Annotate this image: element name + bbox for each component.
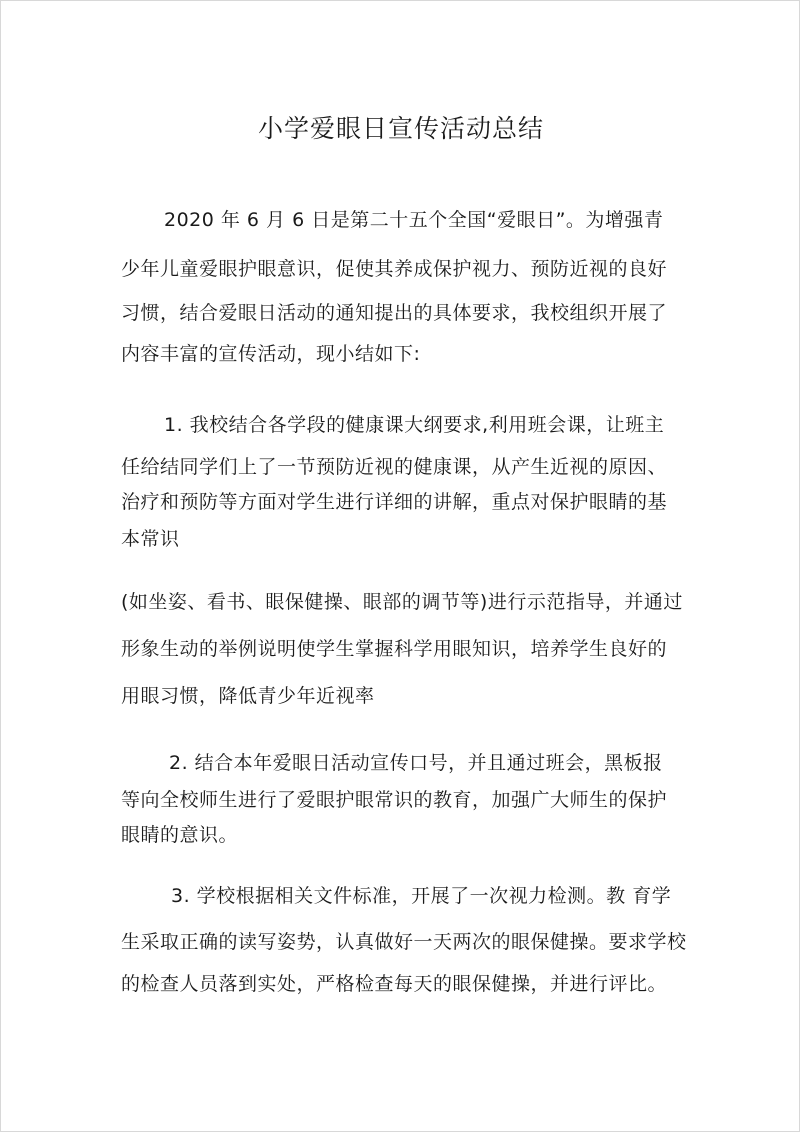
item3-line-3: 的检查人员落到实处，严格检查每天的眼保健操，并进行评比。 <box>121 973 668 995</box>
item1-line-4: 本常识 <box>121 528 180 550</box>
item1-line-2: 任给结同学们上了一节预防近视的健康课，从产生近视的原因、 <box>121 456 668 478</box>
intro-line-2: 少年儿童爱眼护眼意识，促使其养成保护视力、预防近视的良好 <box>121 258 668 280</box>
item3-line-2: 生采取正确的读写姿势，认真做好一天两次的眼保健操。要求学校 <box>121 931 687 953</box>
intro-line-1: 2020 年 6 月 6 日是第二十五个全国“爱眼日”。为增强青 <box>164 209 664 231</box>
item1-cont-line-1: (如坐姿、看书、眼保健操、眼部的调节等)进行示范指导，并通过 <box>121 591 683 613</box>
item1-line-1: 1. 我校结合各学段的健康课大纲要求,利用班会课，让班主 <box>164 414 665 436</box>
item2-line-2: 等向全校师生进行了爱眼护眼常识的教育，加强广大师生的保护 <box>121 789 668 811</box>
intro-line-4: 内容丰富的宣传活动，现小结如下: <box>121 343 421 365</box>
item1-cont-line-2: 形象生动的举例说明使学生掌握科学用眼知识，培养学生良好的 <box>121 638 668 660</box>
item1-line-3: 治疗和预防等方面对学生进行详细的讲解，重点对保护眼睛的基 <box>121 491 668 513</box>
document-title: 小学爱眼日宣传活动总结 <box>257 114 544 143</box>
item3-line-1: 3. 学校根据相关文件标准，开展了一次视力检测。教 育学 <box>171 885 672 907</box>
item1-cont-line-3: 用眼习惯，降低青少年近视率 <box>121 685 375 707</box>
item2-line-3: 眼睛的意识。 <box>121 824 239 846</box>
intro-line-3: 习惯，结合爱眼日活动的通知提出的具体要求，我校组织开展了 <box>121 302 668 324</box>
item2-line-1: 2. 结合本年爱眼日活动宣传口号，并且通过班会，黑板报 <box>169 752 663 774</box>
